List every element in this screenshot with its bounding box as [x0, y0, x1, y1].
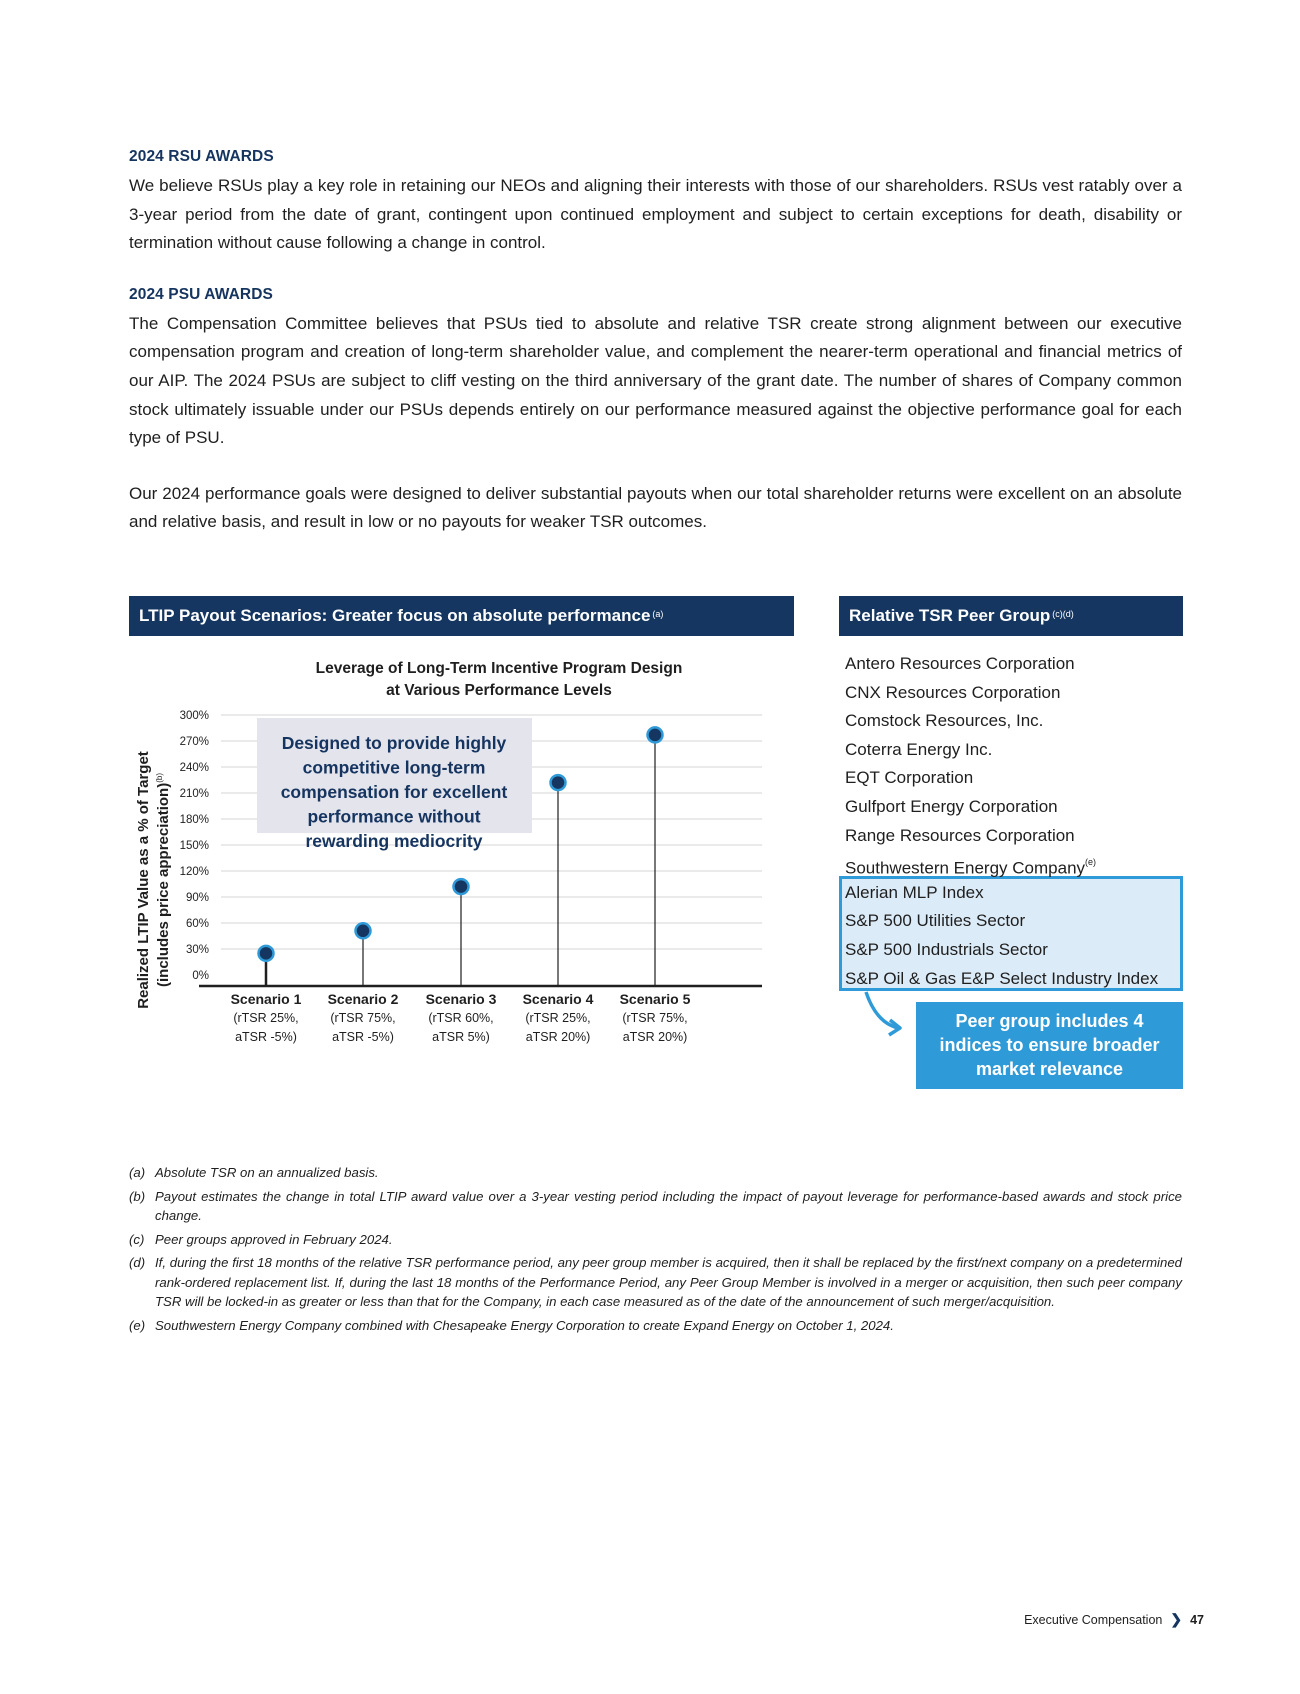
chart-annotation [281, 733, 508, 851]
x-sublabel-line2: aTSR -5%) [235, 1030, 297, 1044]
x-sublabel-line2: aTSR 5%) [432, 1030, 490, 1044]
peer-list-item: Coterra Energy Inc. [845, 739, 993, 759]
annotation-line: performance without [307, 806, 481, 827]
peer-list-item: S&P 500 Industrials Sector [845, 939, 1048, 959]
y-tick-label: 270% [179, 736, 209, 748]
peer-list-item: Gulfport Energy Corporation [845, 796, 1058, 816]
peer-panel-title: Relative TSR Peer Group [849, 606, 1051, 625]
callout-arrow-icon [860, 990, 920, 1040]
peer-group-list [845, 650, 1185, 993]
x-sublabel-line1: (rTSR 25%, [233, 1011, 299, 1025]
y-tick-label: 240% [179, 762, 209, 774]
footnote [129, 1253, 1182, 1312]
y-tick-label: 150% [179, 840, 209, 852]
peer-list-item: S&P 500 Utilities Sector [845, 911, 1026, 931]
footnotes [129, 1163, 1182, 1339]
y-axis-label [135, 751, 172, 1009]
y-tick-label: 210% [179, 788, 209, 800]
peer-group-callout [916, 1002, 1183, 1089]
peer-list-item: Comstock Resources, Inc. [845, 711, 1044, 731]
chart-title-line1: Leverage of Long-Term Incentive Program Design [315, 660, 683, 677]
annotation-line: Designed to provide highly [281, 733, 507, 753]
footnote [129, 1187, 1182, 1226]
psu-paragraph-1: The Compensation Committee believes that PSUs tied to absolute and relative TSR create strong alignment between our executive compensation program and creation of long-term shareholder value, and complement the nearer-term operational and financial metrics of our AIP. The 2024 PSUs are subject to cliff vesting on the third anniversary of the grant date. The number of shares of Company common stock ultimately issuable under our PSUs depends entirely on our performance measured against the objective performance goal for each type of PSU. [129, 313, 1182, 448]
lollipop-dot [259, 946, 274, 961]
footnote [129, 1163, 1182, 1183]
footnote-mark: (c) [129, 1231, 145, 1247]
rsu-paragraph: We believe RSUs play a key role in retaining our NEOs and aligning their interests with those of our shareholders. RSUs vest ratably over a 3-year period from the date of grant, contingent upon continued employment and subject to certain exceptions for death, disability or termination without cause following a change in control. [129, 176, 1182, 253]
y-tick-label: 0% [192, 970, 209, 982]
chart-title-line2: at Various Performance Levels [386, 682, 612, 699]
peer-list-item: Range Resources Corporation [845, 825, 1075, 845]
footnote-text: Peer groups approved in February 2024. [155, 1231, 393, 1247]
x-sublabel-line1: (rTSR 75%, [622, 1011, 688, 1025]
peer-list-item: S&P Oil & Gas E&P Select Industry Index [845, 968, 1159, 988]
annotation-line: compensation for excellent [280, 782, 508, 802]
main-content [129, 148, 1182, 537]
footnote [129, 1316, 1182, 1336]
x-sublabel-line1: (rTSR 60%, [428, 1011, 494, 1025]
x-category-label: Scenario 1 [230, 991, 302, 1007]
x-sublabel-line2: aTSR -5%) [332, 1030, 394, 1044]
footer-section: Executive Compensation [1024, 1612, 1163, 1627]
footnote-mark: (a) [129, 1165, 146, 1180]
y-tick-label: 30% [185, 944, 209, 956]
footnote-text: Southwestern Energy Company combined with Chesapeake Energy Corporation to create Expand Energy on October 1, 2024. [155, 1317, 894, 1333]
rsu-heading: 2024 RSU AWARDS [129, 148, 274, 165]
x-sublabel-line1: (rTSR 25%, [525, 1011, 591, 1025]
chevron-right-icon: ❯ [1170, 1611, 1183, 1627]
peer-list-item: Alerian MLP Index [845, 882, 984, 902]
page-number: 47 [1190, 1612, 1204, 1627]
lollipop-dot [648, 727, 663, 742]
annotation-line: competitive long-term [302, 757, 486, 778]
y-tick-label: 180% [179, 814, 209, 826]
footnote-mark: (b) [129, 1188, 146, 1204]
callout-line1: Peer group includes 4 [955, 1011, 1144, 1031]
lollipop-dot [454, 879, 469, 894]
x-sublabel-line2: aTSR 20%) [622, 1030, 688, 1044]
peer-list-item: CNX Resources Corporation [845, 682, 1061, 702]
footnote-text: If, during the first 18 months of the relative TSR performance period, any peer group member is acquired, then it shall be replaced by the first/next company on a predetermined rank-ordered replacement list. If, during the last 18 months of the Performance Period, any Peer Group Member is involved in a merger or acquisition, then such peer company TSR will be locked-in as greater or less than that for the Company, in each case measured as of the date of the announcement of such merger/acquisition. [155, 1255, 1182, 1309]
footnote-text: Payout estimates the change in total LTIP award value over a 3-year vesting period including the impact of payout leverage for performance-based awards and stock price change. [155, 1188, 1182, 1223]
psu-paragraph-2: Our 2024 performance goals were designed to deliver substantial payouts when our total shareholder returns were excellent on an absolute and relative basis, and result in low or no payouts for weaker TSR outcomes. [129, 483, 1182, 532]
peer-list-item: Antero Resources Corporation [845, 654, 1075, 673]
callout-line3: market relevance [975, 1059, 1124, 1079]
y-axis-label-line2: (includes price appreciation)$^{(b)}$ [155, 773, 172, 987]
footnote-mark: (d) [129, 1255, 146, 1270]
peer-list-item: Southwestern Energy Company$^{(e)}$ [845, 857, 1097, 878]
x-category-label: Scenario 4 [522, 991, 594, 1007]
footnote-text: Absolute TSR on an annualized basis. [155, 1165, 379, 1180]
ltip-panel-title-sup: (a) [652, 609, 664, 619]
y-tick-label: 300% [179, 710, 209, 722]
annotation-line: rewarding mediocrity [305, 831, 483, 851]
ltip-panel-header [129, 596, 794, 636]
x-category-label: Scenario 3 [425, 991, 497, 1007]
footnote [129, 1230, 1182, 1250]
psu-heading: 2024 PSU AWARDS [129, 285, 273, 303]
x-sublabel-line2: aTSR 20%) [525, 1030, 591, 1044]
lollipop-dot [551, 775, 566, 790]
ltip-panel-title: LTIP Payout Scenarios: Greater focus on absolute performance [139, 606, 651, 625]
callout-line2: indices to ensure broader [939, 1035, 1160, 1055]
x-category-label: Scenario 2 [327, 991, 399, 1007]
page-footer [1024, 1611, 1204, 1628]
x-category-label: Scenario 5 [619, 991, 691, 1007]
footnote-mark: (e) [129, 1317, 146, 1333]
peer-panel-title-sup: (c)(d) [1052, 609, 1074, 619]
y-tick-label: 60% [185, 918, 209, 930]
y-tick-label: 120% [179, 866, 209, 878]
y-tick-label: 90% [185, 892, 209, 904]
peer-list-item: EQT Corporation [845, 768, 974, 788]
y-axis-label-line1: Realized LTIP Value as a % of Target [135, 751, 152, 1009]
ltip-payout-chart [129, 650, 789, 1060]
x-sublabel-line1: (rTSR 75%, [330, 1011, 396, 1025]
lollipop-dot [356, 923, 371, 938]
peer-panel-header [839, 596, 1183, 636]
